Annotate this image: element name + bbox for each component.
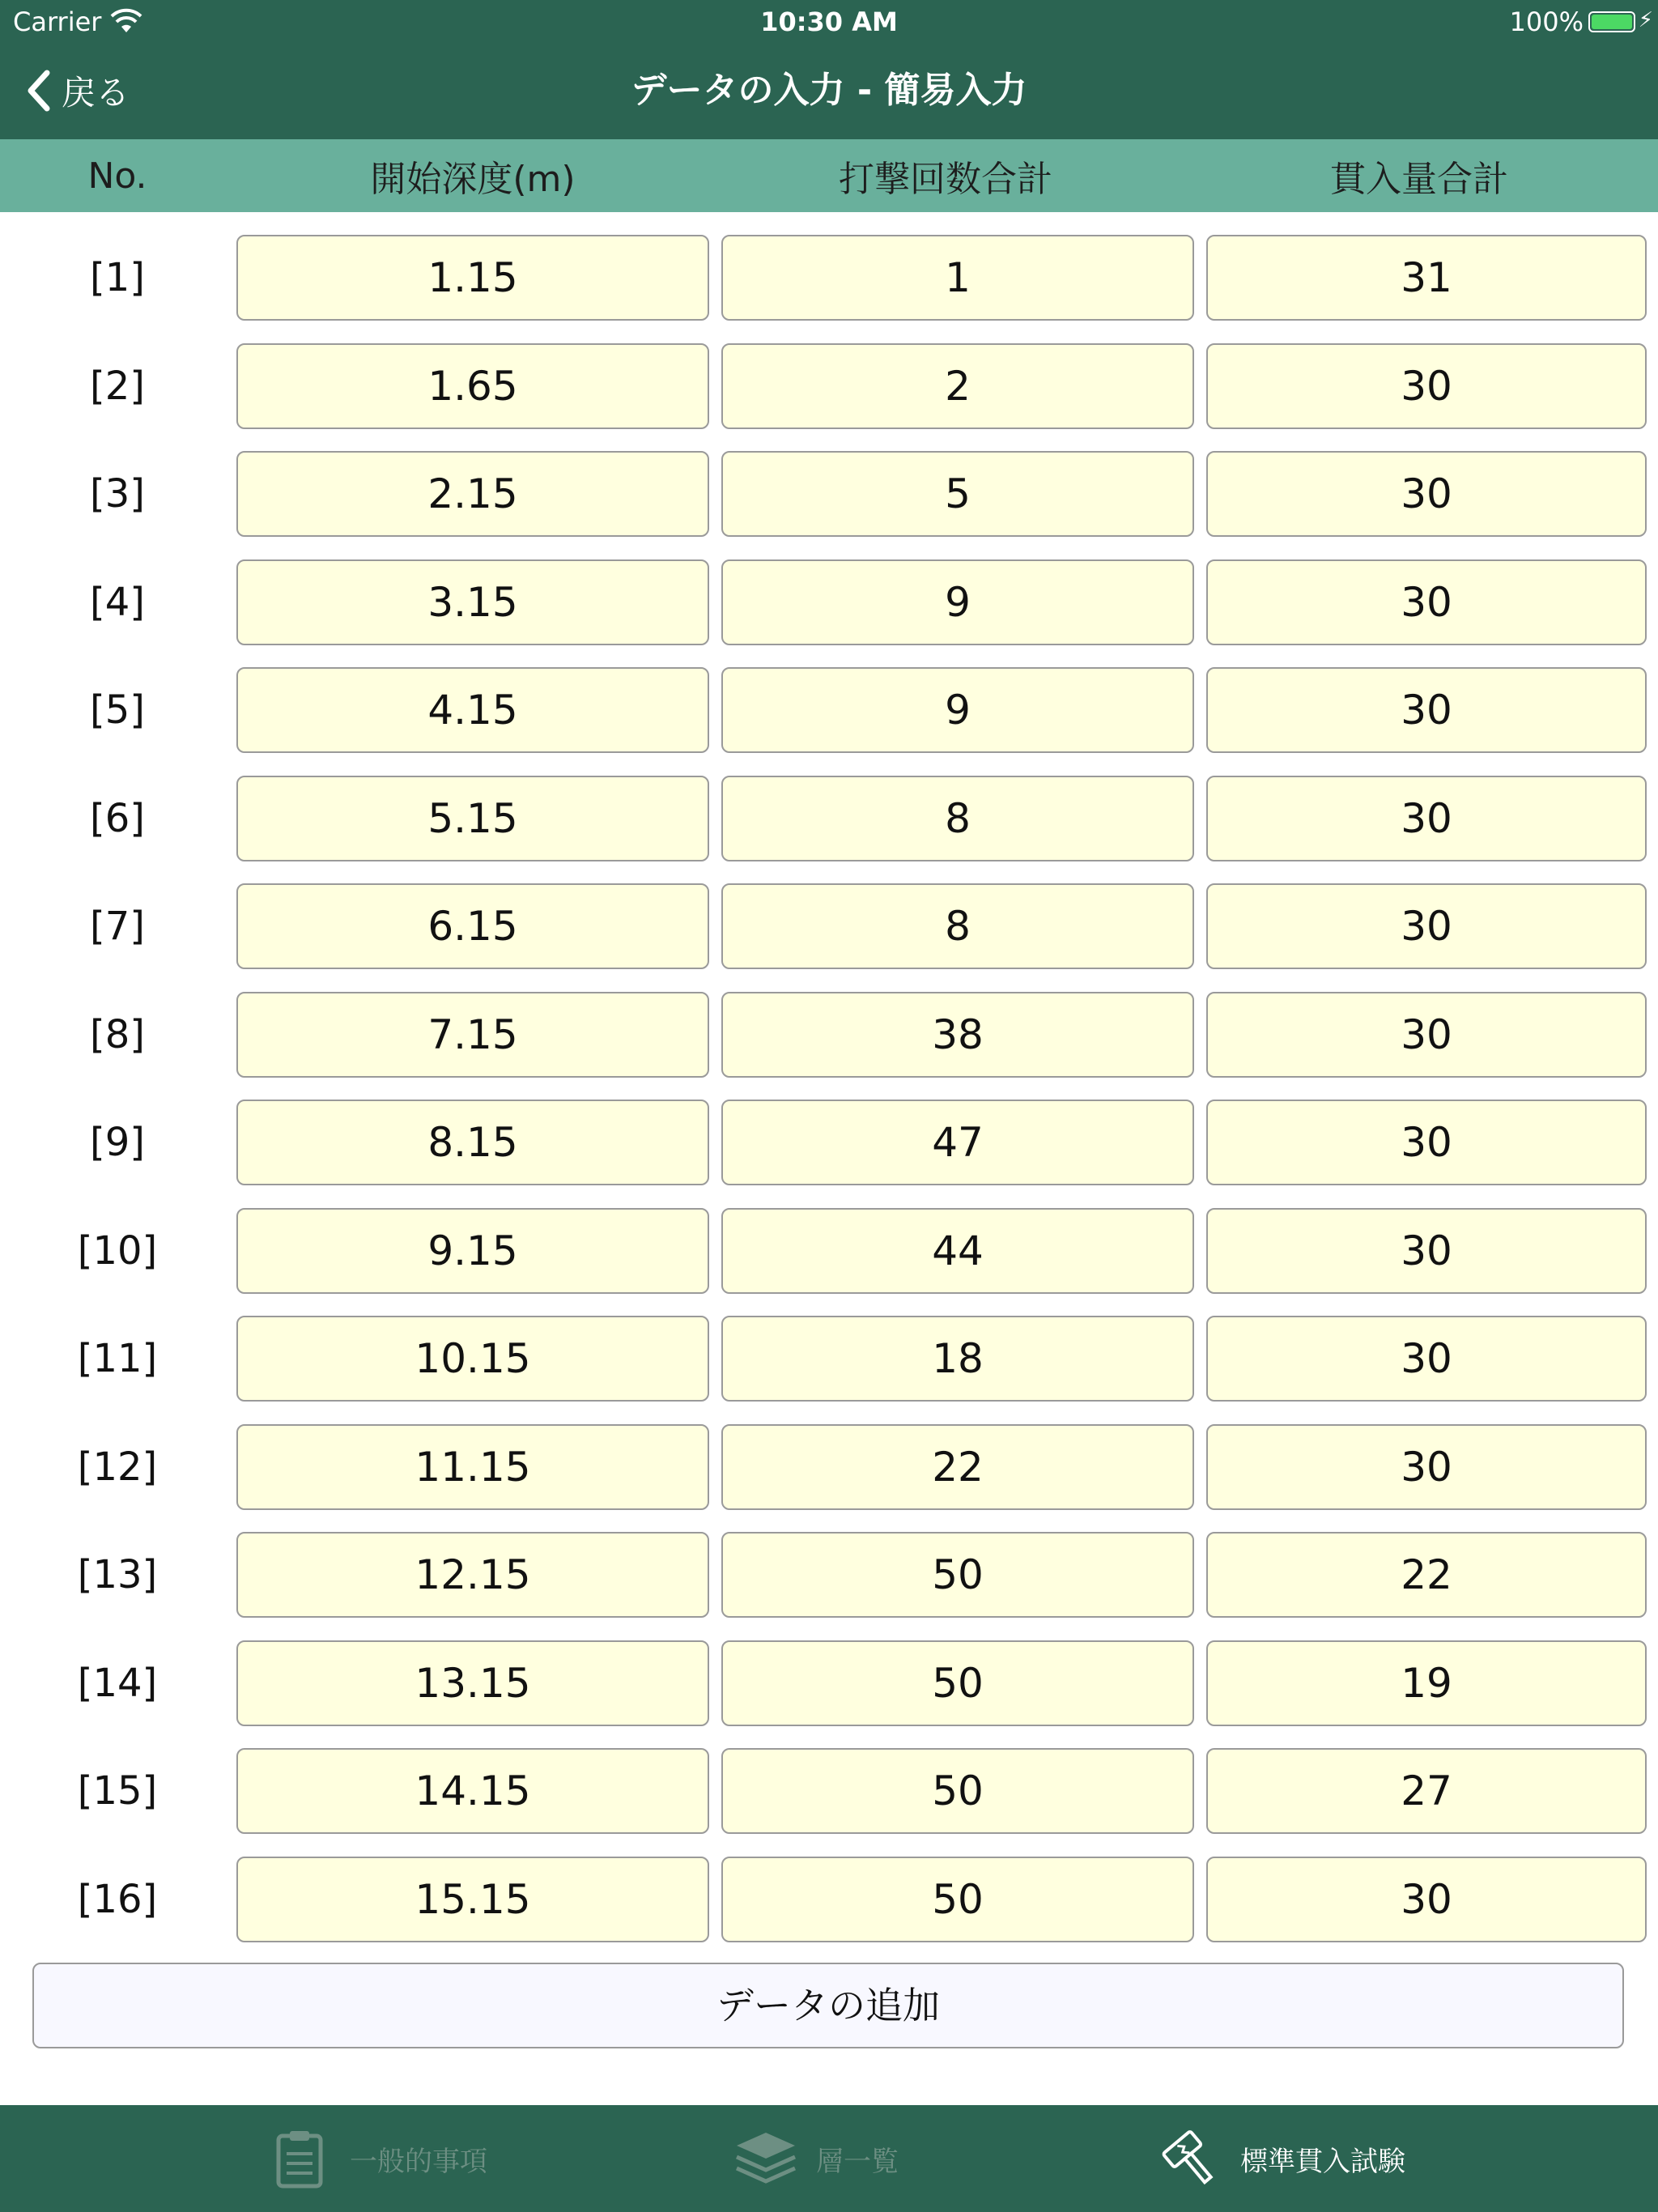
battery-icon xyxy=(1588,11,1635,32)
depth-field[interactable]: 1.65 xyxy=(236,343,709,429)
row-number: [15] xyxy=(77,1768,158,1814)
status-time: 10:30 AM xyxy=(760,6,898,37)
column-no: No. xyxy=(87,155,147,197)
blows-field[interactable]: 18 xyxy=(721,1316,1194,1402)
table-row xyxy=(0,343,1658,452)
table-row xyxy=(0,776,1658,884)
clipboard-icon xyxy=(267,2126,332,2191)
row-number: [5] xyxy=(90,687,145,733)
tab-label: 一般的事項 xyxy=(350,2145,487,2178)
top-bar xyxy=(0,0,1658,139)
penetration-field[interactable]: 30 xyxy=(1206,451,1647,537)
blows-field[interactable]: 9 xyxy=(721,667,1194,753)
depth-field[interactable]: 10.15 xyxy=(236,1316,709,1402)
blows-field[interactable]: 22 xyxy=(721,1424,1194,1510)
blows-field[interactable]: 50 xyxy=(721,1532,1194,1618)
tab-bar xyxy=(0,2105,1658,2212)
row-number: [9] xyxy=(90,1120,145,1165)
table-row xyxy=(0,883,1658,992)
blows-field[interactable]: 1 xyxy=(721,235,1194,321)
row-number: [2] xyxy=(90,363,145,409)
penetration-field[interactable]: 30 xyxy=(1206,776,1647,861)
depth-field[interactable]: 7.15 xyxy=(236,992,709,1078)
depth-field[interactable]: 3.15 xyxy=(236,559,709,645)
blows-field[interactable]: 8 xyxy=(721,776,1194,861)
penetration-field[interactable]: 22 xyxy=(1206,1532,1647,1618)
row-number: [14] xyxy=(77,1660,158,1706)
penetration-field[interactable]: 30 xyxy=(1206,1100,1647,1185)
row-number: [4] xyxy=(90,579,145,625)
row-number: [7] xyxy=(90,904,145,949)
column-blows: 打撃回数合計 xyxy=(839,159,1052,200)
hammer-icon xyxy=(1158,2126,1222,2191)
column-header xyxy=(0,139,1658,212)
blows-field[interactable]: 2 xyxy=(721,343,1194,429)
penetration-field[interactable]: 27 xyxy=(1206,1748,1647,1834)
row-number: [6] xyxy=(90,795,145,841)
blows-field[interactable]: 50 xyxy=(721,1857,1194,1942)
row-number: [11] xyxy=(77,1336,158,1381)
penetration-field[interactable]: 30 xyxy=(1206,1208,1647,1294)
tab-label: 標準貫入試験 xyxy=(1240,2145,1405,2178)
tab-general[interactable] xyxy=(267,2126,487,2191)
blows-field[interactable]: 5 xyxy=(721,451,1194,537)
depth-field[interactable]: 11.15 xyxy=(236,1424,709,1510)
table-row xyxy=(0,1640,1658,1749)
battery-percent: 100% xyxy=(1509,6,1584,37)
blows-field[interactable]: 44 xyxy=(721,1208,1194,1294)
depth-field[interactable]: 12.15 xyxy=(236,1532,709,1618)
table-row xyxy=(0,1857,1658,1965)
table-row xyxy=(0,1100,1658,1208)
table-row xyxy=(0,1748,1658,1857)
table-row xyxy=(0,559,1658,668)
depth-field[interactable]: 14.15 xyxy=(236,1748,709,1834)
tab-layers[interactable] xyxy=(733,2126,899,2191)
table-row xyxy=(0,1532,1658,1640)
row-number: [13] xyxy=(77,1552,158,1597)
table-row xyxy=(0,1316,1658,1424)
depth-field[interactable]: 2.15 xyxy=(236,451,709,537)
charging-icon: ⚡ xyxy=(1638,8,1653,32)
depth-field[interactable]: 8.15 xyxy=(236,1100,709,1185)
table-row xyxy=(0,667,1658,776)
column-depth: 開始深度(m) xyxy=(370,159,576,200)
column-penetration: 貫入量合計 xyxy=(1330,159,1508,200)
depth-field[interactable]: 9.15 xyxy=(236,1208,709,1294)
data-table xyxy=(0,235,1658,1964)
back-label: 戻る xyxy=(62,73,130,113)
row-number: [16] xyxy=(77,1876,158,1922)
table-row xyxy=(0,235,1658,343)
table-row xyxy=(0,992,1658,1100)
blows-field[interactable]: 38 xyxy=(721,992,1194,1078)
blows-field[interactable]: 9 xyxy=(721,559,1194,645)
layers-icon xyxy=(733,2126,798,2191)
table-row xyxy=(0,1208,1658,1317)
add-data-button[interactable]: データの追加 xyxy=(32,1963,1624,2048)
penetration-field[interactable]: 30 xyxy=(1206,343,1647,429)
depth-field[interactable]: 13.15 xyxy=(236,1640,709,1726)
depth-field[interactable]: 4.15 xyxy=(236,667,709,753)
penetration-field[interactable]: 30 xyxy=(1206,1316,1647,1402)
blows-field[interactable]: 50 xyxy=(721,1640,1194,1726)
table-row xyxy=(0,451,1658,559)
row-number: [10] xyxy=(77,1227,158,1274)
depth-field[interactable]: 15.15 xyxy=(236,1857,709,1942)
blows-field[interactable]: 50 xyxy=(721,1748,1194,1834)
tab-standard-penetration-test[interactable] xyxy=(1158,2126,1405,2191)
row-number: [3] xyxy=(90,471,145,517)
penetration-field[interactable]: 30 xyxy=(1206,1424,1647,1510)
blows-field[interactable]: 47 xyxy=(721,1100,1194,1185)
penetration-field[interactable]: 30 xyxy=(1206,883,1647,969)
blows-field[interactable]: 8 xyxy=(721,883,1194,969)
tab-label: 層一覧 xyxy=(816,2145,899,2178)
depth-field[interactable]: 5.15 xyxy=(236,776,709,861)
penetration-field[interactable]: 30 xyxy=(1206,559,1647,645)
row-number: [1] xyxy=(90,255,145,300)
table-row xyxy=(0,1424,1658,1533)
status-bar xyxy=(0,0,1658,45)
navigation-bar xyxy=(0,45,1658,139)
depth-field[interactable]: 1.15 xyxy=(236,235,709,321)
carrier-label: Carrier xyxy=(13,6,102,37)
depth-field[interactable]: 6.15 xyxy=(236,883,709,969)
row-number: [12] xyxy=(77,1444,158,1490)
penetration-field[interactable]: 30 xyxy=(1206,992,1647,1078)
penetration-field[interactable]: 31 xyxy=(1206,235,1647,321)
row-number: [8] xyxy=(90,1011,145,1057)
page-title: データの入力 - 簡易入力 xyxy=(631,70,1027,111)
penetration-field[interactable]: 30 xyxy=(1206,667,1647,753)
penetration-field[interactable]: 30 xyxy=(1206,1857,1647,1942)
penetration-field[interactable]: 19 xyxy=(1206,1640,1647,1726)
